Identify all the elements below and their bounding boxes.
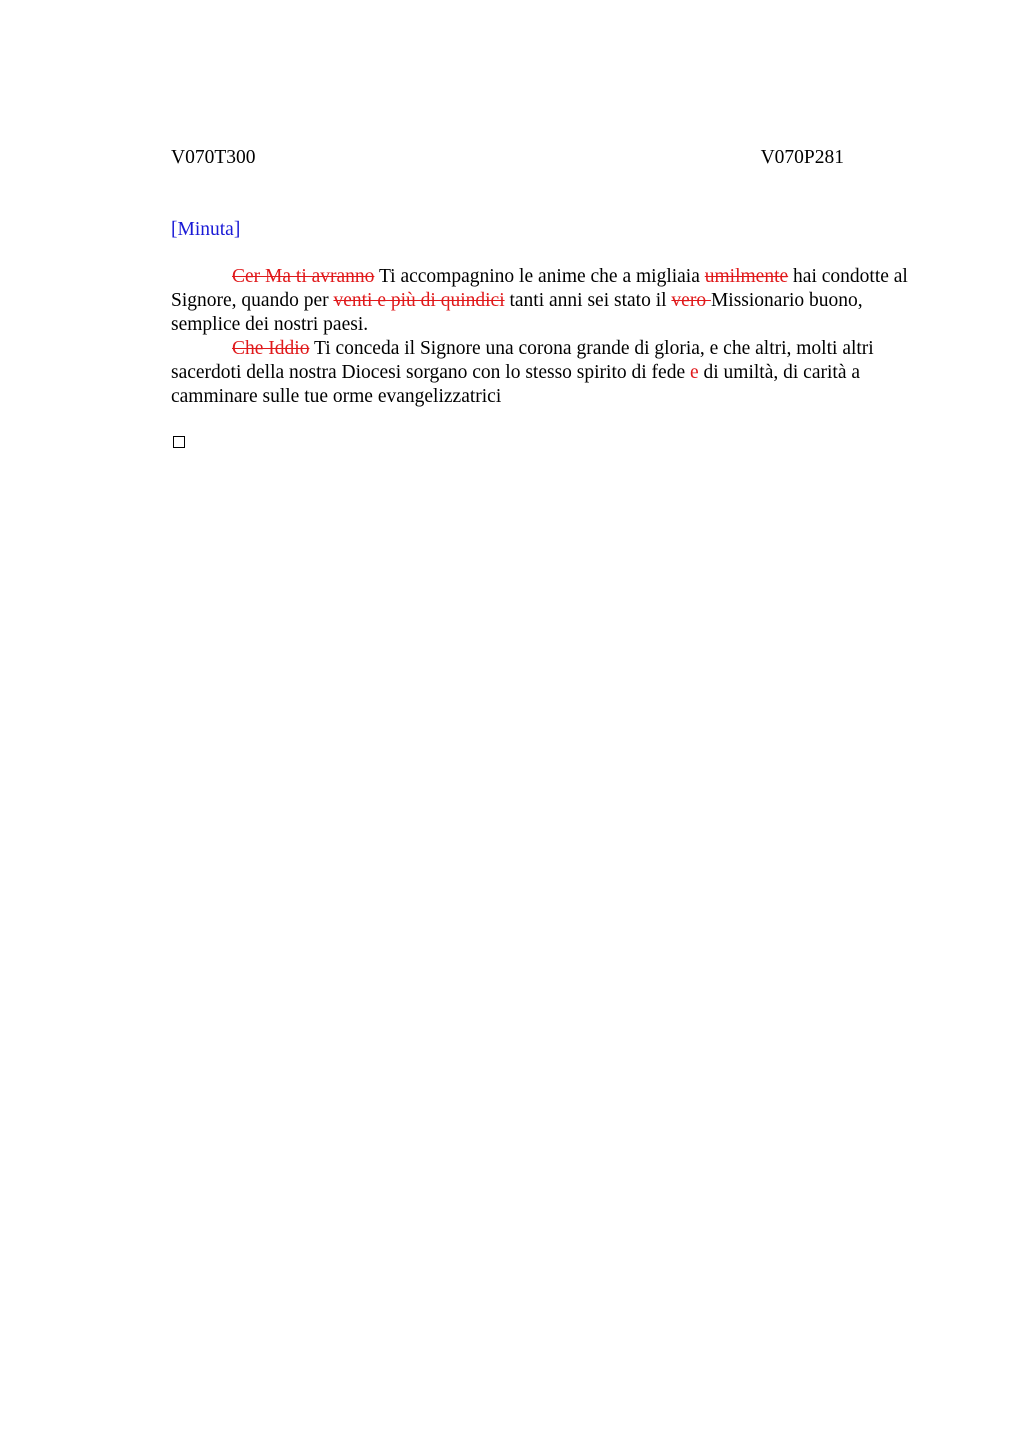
body-text-run: Missionario buono, semplice dei nostri paesi. — [171, 290, 863, 335]
body-text-run: tanti anni sei stato il — [504, 290, 672, 311]
page-reference-code: V070P281 — [760, 147, 844, 168]
deleted-text: Cer Ma ti avranno — [232, 266, 375, 287]
empty-square-icon — [173, 436, 185, 448]
document-heading: [Minuta] — [171, 219, 241, 240]
body-text-run: Ti accompagnino le anime che a migliaia — [374, 266, 705, 287]
deleted-text: umilmente — [704, 266, 789, 287]
document-header — [171, 146, 844, 170]
deleted-text: Che Iddio — [232, 338, 310, 359]
deleted-text: vero — [671, 290, 711, 311]
text-reference-code: V070T300 — [171, 147, 256, 168]
inserted-text: e — [689, 362, 699, 383]
body-text-run: di umiltà, di carità a camminare sulle tue orme evangelizzatrici — [171, 362, 861, 407]
body-text-run: Ti conceda il Signore una corona grande di gloria, e che altri, molti altri sacerdoti della nostra Diocesi sorgano con lo stesso spirito di fede — [171, 338, 874, 383]
deleted-text: venti e più di quindici — [333, 290, 505, 311]
body-text-run: hai condotte al Signore, quando per — [171, 266, 908, 311]
paragraph-1 — [171, 265, 916, 337]
paragraph-2 — [171, 337, 916, 409]
document-body — [171, 265, 916, 409]
